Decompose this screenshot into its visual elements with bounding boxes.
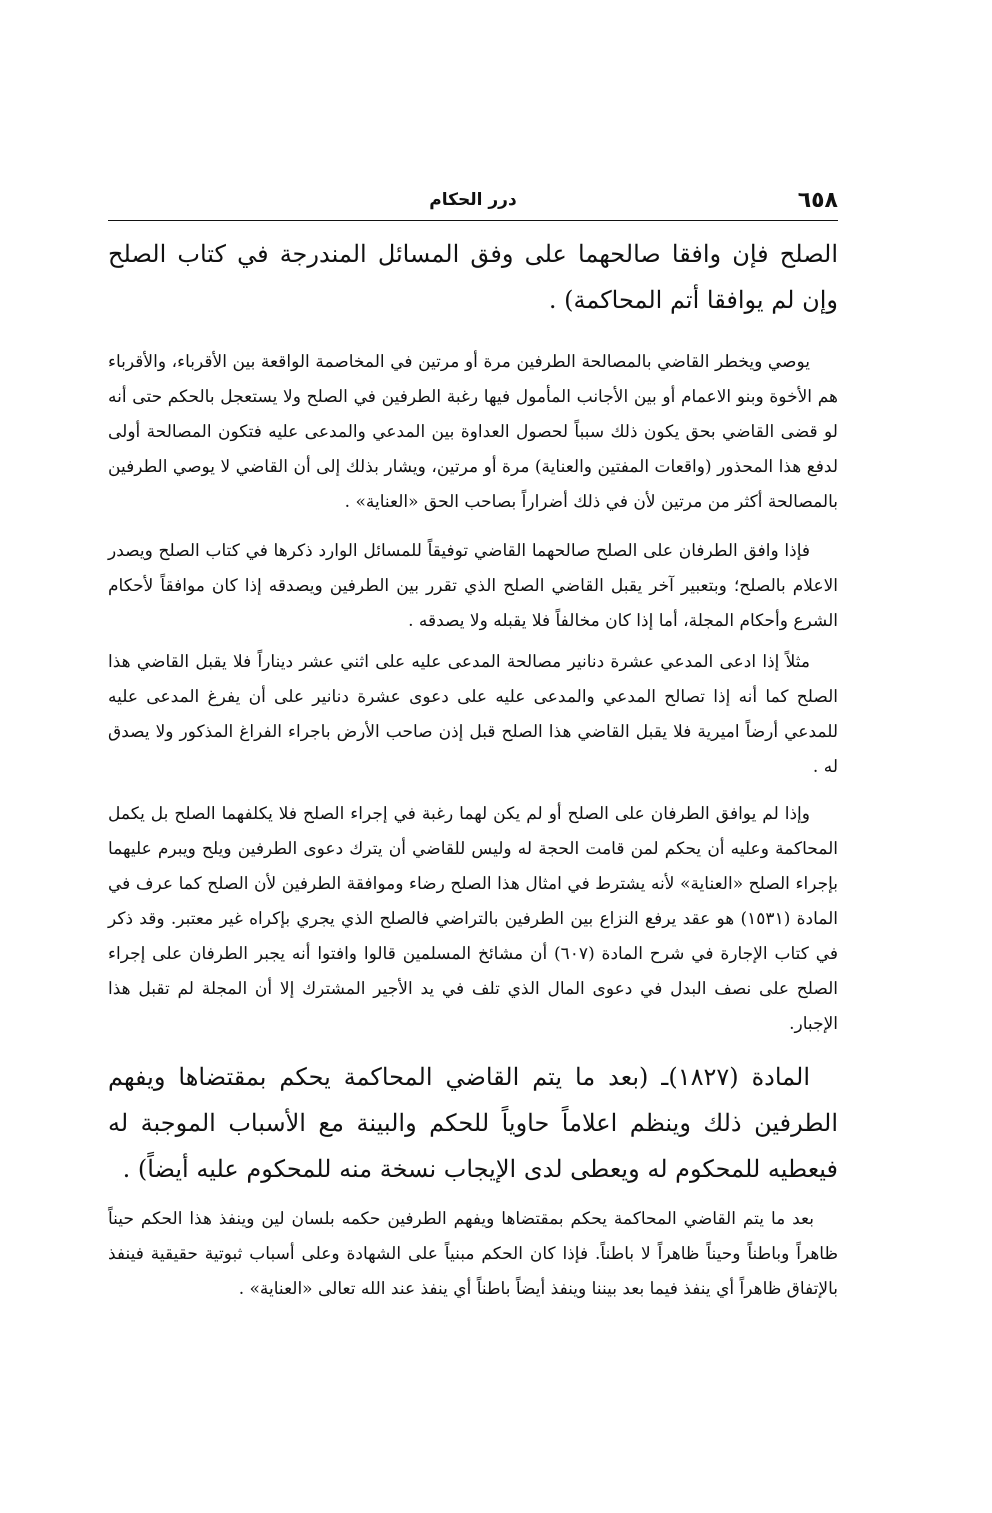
page-header — [108, 186, 838, 221]
paragraph-commentary: بعد ما يتم القاضي المحاكمة يحكم بمقتضاها ويفهم الطرفين حكمه بلسان لين وينفذ هذا الحكم حيناً ظاهراً وباطناً وحيناً ظاهراً لا باطناً. فإذا كان الحكم مبنياً على الشهادة وعلى أسباب ثبوتية حقيقية فينفذ بالإتفاق ظاهراً أي ينفذ فيما بعد بيننا وينفذ أيضاً باطناً أي ينفذ عند الله تعالى «العناية» . — [108, 1209, 838, 1299]
paragraph-continuation: الصلح فإن وافقا صالحهما على وفق المسائل المندرجة في كتاب الصلح وإن لم يوافقا أتم المحاكمة) . — [108, 240, 838, 314]
paragraph-commentary: فإذا وافق الطرفان على الصلح صالحهما القاضي توفيقاً للمسائل الوارد ذكرها في كتاب الصلح ويصدر الاعلام بالصلح؛ وبتعبير آخر يقبل القاضي الصلح الذي تقرر بين الطرفين ويصدقه إذا كان موافقاً لأحكام الشرع وأحكام المجلة، أما إذا كان مخالفاً فلا يقبله ولا يصدقه . — [108, 541, 838, 631]
document-page — [108, 186, 838, 1307]
paragraph-commentary: مثلاً إذا ادعى المدعي عشرة دنانير مصالحة المدعى عليه على اثني عشر ديناراً فلا يقبل القاضي هذا الصلح كما أنه إذا تصالح المدعي والمدعى عليه على دعوى عشرة دنانير على أن يفرغ المدعى عليه للمدعي أرضاً اميرية فلا يقبل القاضي هذا الصلح قبل إذن صاحب الأرض باجراء الفراغ المذكور ولا يصدق له . — [108, 652, 838, 777]
paragraph-commentary: يوصي ويخطر القاضي بالمصالحة الطرفين مرة أو مرتين في المخاصمة الواقعة بين الأقرباء، والأقرباء هم الأخوة وبنو الاعمام أو بين الأجانب المأمول فيها رغبة الطرفين في الصلح ولا يستعجل بالحكم حتى أنه لو قضى القاضي بحق يكون ذلك سبباً لحصول العداوة بين المدعي والمدعى عليه فتكون المصالحة أولى لدفع هذا المحذور (واقعات المفتين والعناية) مرة أو مرتين، ويشار بذلك إلى أن القاضي لا يوصي الطرفين بالمصالحة أكثر من مرتين لأن في ذلك أضراراً بصاحب الحق «العناية» . — [108, 352, 838, 512]
paragraph-commentary: وإذا لم يوافق الطرفان على الصلح أو لم يكن لهما رغبة في إجراء الصلح فلا يكلفهما الصلح بل يكمل المحاكمة وعليه أن يحكم لمن قامت الحجة له وليس للقاضي أن يترك دعوى الطرفين ويلح ويبرم عليهما بإجراء الصلح «العناية» لأنه يشترط في امثال هذا الصلح رضاء وموافقة الطرفين لأن الصلح كما عرف في المادة (١٥٣١) هو عقد يرفع النزاع بين الطرفين بالتراضي فالصلح الذي يجري بإكراه غير معتبر. وقد ذكر في كتاب الإجارة في شرح المادة (٦٠٧) أن مشائخ المسلمين قالوا وافتوا أنه يجبر الطرفان على إجراء الصلح على نصف البدل في دعوى المال الذي تلف في يد الأجير المشترك إلا أن المجلة لم تقبل هذا الإجبار. — [108, 804, 839, 1034]
page-number: ٦٥٨ — [797, 188, 838, 213]
article-text: المادة (١٨٢٧)ـ (بعد ما يتم القاضي المحاكمة يحكم بمقتضاها ويفهم الطرفين ذلك وينظم اعلاماً حاوياً للحكم والبينة مع الأسباب الموجبة له فيعطيه للمحكوم له ويعطى لدى الإيجاب نسخة منه للمحكوم عليه أيضاً) . — [108, 1063, 838, 1183]
running-title: درر الحكام — [429, 190, 517, 210]
